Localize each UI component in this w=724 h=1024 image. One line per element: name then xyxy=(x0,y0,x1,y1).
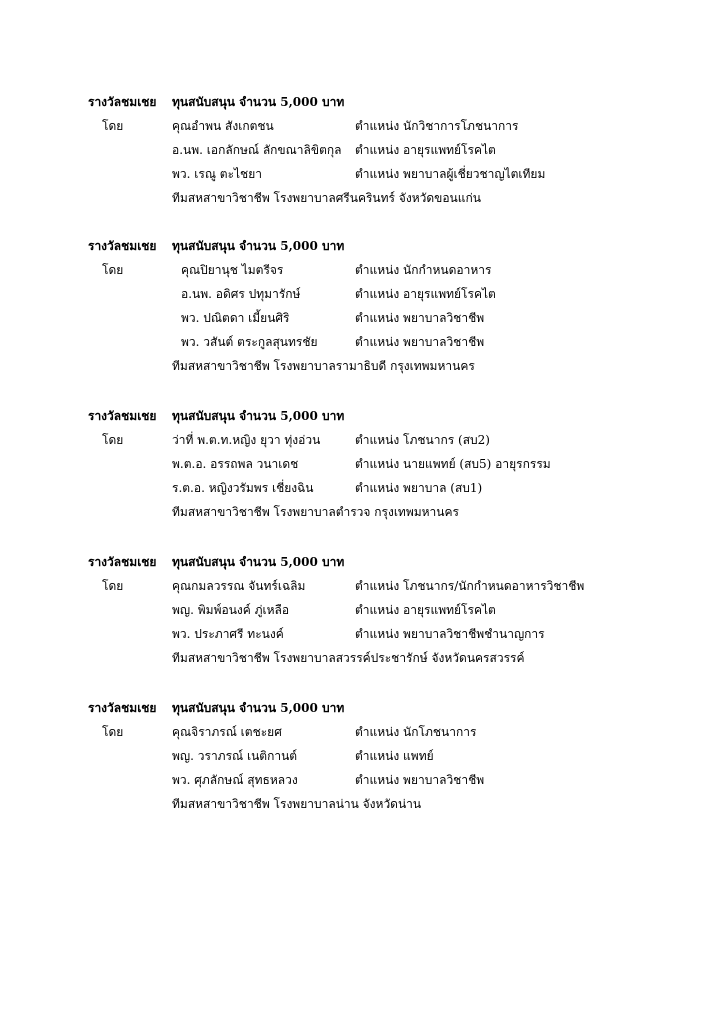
member-name: อ.นพ. อดิศร ปทุมารักษ์ xyxy=(181,287,301,301)
member-row xyxy=(0,622,724,646)
member-row xyxy=(0,598,724,622)
award-title: ทุนสนับสนุน จำนวน 5,000 บาท xyxy=(172,555,345,569)
member-row xyxy=(0,744,724,768)
member-name: อ.นพ. เอกลักษณ์ ลักขณาลิขิตกุล xyxy=(172,143,342,157)
member-row xyxy=(0,768,724,792)
team-name: ทีมสหสาขาวิชาชีพ โรงพยาบาลศรีนครินทร์ จังหวัดขอนแก่น xyxy=(172,191,481,205)
member-position: ตำแหน่ง พยาบาล (สบ1) xyxy=(355,481,483,495)
member-row xyxy=(0,258,724,282)
member-name: ร.ต.อ. หญิงวรัมพร เชี่ยงฉิน xyxy=(172,481,314,495)
award-prefix: รางวัลชมเชย xyxy=(88,95,157,109)
award-title: ทุนสนับสนุน จำนวน 5,000 บาท xyxy=(172,239,345,253)
member-name: คุณจิราภรณ์ เตชะยศ xyxy=(172,725,282,739)
member-position: ตำแหน่ง พยาบาลวิชาชีพชำนาญการ xyxy=(355,627,545,641)
by-label: โดย xyxy=(102,725,124,739)
member-name: ว่าที่ พ.ต.ท.หญิง ยุวา ทุ่งอ่วน xyxy=(172,433,321,447)
member-name: พว. ปณิตดา เมี้ยนศิริ xyxy=(181,311,290,325)
member-row xyxy=(0,138,724,162)
member-row xyxy=(0,306,724,330)
member-position: ตำแหน่ง นายแพทย์ (สบ5) อายุรกรรม xyxy=(355,457,551,471)
member-position: ตำแหน่ง โภชนากร/นักกำหนดอาหารวิชาชีพ xyxy=(355,579,585,593)
member-row xyxy=(0,476,724,500)
member-position: ตำแหน่ง อายุรแพทย์โรคไต xyxy=(355,287,496,301)
member-name: คุณอำพน สังเกตชน xyxy=(172,119,274,133)
team-row xyxy=(0,354,724,378)
member-row xyxy=(0,114,724,138)
award-heading xyxy=(0,234,724,258)
award-heading xyxy=(0,696,724,720)
award-title: ทุนสนับสนุน จำนวน 5,000 บาท xyxy=(172,701,345,715)
member-row xyxy=(0,428,724,452)
team-row xyxy=(0,792,724,816)
award-section xyxy=(0,404,724,524)
member-position: ตำแหน่ง นักโภชนาการ xyxy=(355,725,477,739)
member-row xyxy=(0,574,724,598)
team-name: ทีมสหสาขาวิชาชีพ โรงพยาบาลสวรรค์ประชารักษ์ จังหวัดนครสวรรค์ xyxy=(172,651,525,665)
team-row xyxy=(0,500,724,524)
award-prefix: รางวัลชมเชย xyxy=(88,409,157,423)
member-position: ตำแหน่ง พยาบาลผู้เชี่ยวชาญไตเทียม xyxy=(355,167,546,181)
team-row xyxy=(0,186,724,210)
member-position: ตำแหน่ง พยาบาลวิชาชีพ xyxy=(355,773,485,787)
member-row xyxy=(0,720,724,744)
member-position: ตำแหน่ง อายุรแพทย์โรคไต xyxy=(355,603,496,617)
by-label: โดย xyxy=(102,433,124,447)
member-position: ตำแหน่ง พยาบาลวิชาชีพ xyxy=(355,335,485,349)
team-name: ทีมสหสาขาวิชาชีพ โรงพยาบาลตำรวจ กรุงเทพมหานคร xyxy=(172,505,459,519)
member-name: พว. ประภาศรี ทะนงค์ xyxy=(172,627,284,641)
award-section xyxy=(0,550,724,670)
member-row xyxy=(0,330,724,354)
member-position: ตำแหน่ง แพทย์ xyxy=(355,749,434,763)
member-name: พว. ศุภลักษณ์ สุทธหลวง xyxy=(172,773,298,787)
award-prefix: รางวัลชมเชย xyxy=(88,555,157,569)
award-prefix: รางวัลชมเชย xyxy=(88,701,157,715)
team-row xyxy=(0,646,724,670)
member-name: พญ. พิมพ์อนงค์ ภู่เหลือ xyxy=(172,603,290,617)
member-name: คุณปิยานุช ไมตรีจร xyxy=(181,263,284,277)
by-label: โดย xyxy=(102,119,124,133)
award-prefix: รางวัลชมเชย xyxy=(88,239,157,253)
member-name: คุณกมลวรรณ จันทร์เฉลิม xyxy=(172,579,306,593)
member-row xyxy=(0,162,724,186)
award-heading xyxy=(0,404,724,428)
member-name: พว. เรณู ตะไชยา xyxy=(172,167,262,181)
member-position: ตำแหน่ง พยาบาลวิชาชีพ xyxy=(355,311,485,325)
award-heading xyxy=(0,90,724,114)
team-name: ทีมสหสาขาวิชาชีพ โรงพยาบาลรามาธิบดี กรุงเทพมหานคร xyxy=(172,359,475,373)
award-heading xyxy=(0,550,724,574)
member-name: พว. วสันต์ ตระกูลสุนทรชัย xyxy=(181,335,318,349)
member-position: ตำแหน่ง นักกำหนดอาหาร xyxy=(355,263,492,277)
member-position: ตำแหน่ง อายุรแพทย์โรคไต xyxy=(355,143,496,157)
member-position: ตำแหน่ง นักวิชาการโภชนาการ xyxy=(355,119,519,133)
award-section xyxy=(0,234,724,378)
member-name: พญ. วราภรณ์ เนติกานต์ xyxy=(172,749,298,763)
member-row xyxy=(0,282,724,306)
award-title: ทุนสนับสนุน จำนวน 5,000 บาท xyxy=(172,409,345,423)
team-name: ทีมสหสาขาวิชาชีพ โรงพยาบาลน่าน จังหวัดน่าน xyxy=(172,797,422,811)
award-section xyxy=(0,90,724,210)
member-row xyxy=(0,452,724,476)
member-name: พ.ต.อ. อรรถพล วนาเดช xyxy=(172,457,299,471)
by-label: โดย xyxy=(102,263,124,277)
by-label: โดย xyxy=(102,579,124,593)
award-section xyxy=(0,696,724,816)
award-title: ทุนสนับสนุน จำนวน 5,000 บาท xyxy=(172,95,345,109)
member-position: ตำแหน่ง โภชนากร (สบ2) xyxy=(355,433,490,447)
